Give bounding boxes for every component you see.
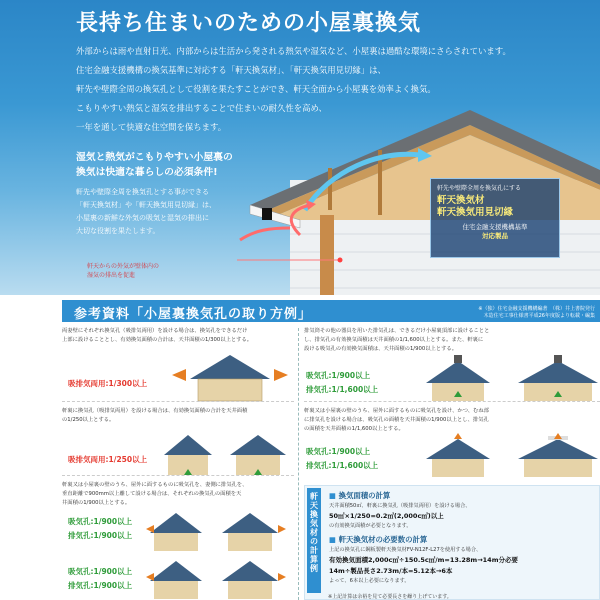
ratio-group	[68, 515, 132, 543]
hero-section	[0, 0, 600, 295]
ridge-vent-diagrams	[422, 433, 598, 481]
calc-heading-count: ■ 軒天換気材の必要数の計算	[329, 535, 428, 544]
example-ridge-exhaust	[304, 407, 600, 470]
example-description: 軒裏に換気孔（吸排気両用）を設ける場合は、有効換気面積の合計を天井面積 の1/250以上とする。	[62, 408, 248, 423]
ratio-label: 吸排気両用:1/300以上	[68, 379, 148, 388]
calculation-tag: 軒天換気材の計算例	[307, 488, 321, 593]
ratio-group	[306, 369, 378, 397]
example-description: 軒裏又は小屋裏の壁のうち、屋外に面するものに吸気孔を、妻側に排気孔を、 垂直距離で900mm以上離して設ける場合は、それぞれの換気孔の面積を天 井面積の1/900以上とする。	[62, 482, 248, 506]
ratio-group	[68, 565, 132, 593]
calculation-content: ■ 換気面積の計算 天井面積50㎡、軒裏に換気孔（吸排気両用）を設ける場合、 50㎡×1/250=0.2㎡(2,000c㎡)以上 の有効換気面積が必要となります。 ■ 軒天換気材の必要数の計算 上記の換気孔に鋼板製軒天換気材FV-N12F-L27を使用する場合、 有効換気面積2,000c㎡÷150.5c㎡/m=13.28m→14m分必要 14m÷製品長さ2.73m/本=5.12本→6本 よって、6本以上必要になります。	[329, 490, 595, 586]
examples-left-column	[62, 325, 294, 600]
exhaust-ratio: 排気孔:1/1,600以上	[306, 385, 379, 394]
bullet-icon: ■	[329, 535, 339, 544]
hero-line: 住宅金融支援機構の換気基準に対応する「軒天換気材」、「軒天換気用見切縁」は、	[76, 65, 386, 75]
separator	[304, 401, 600, 402]
calc-heading-area: ■ 換気面積の計算	[329, 491, 391, 500]
hero-callout	[76, 150, 266, 238]
product-names: 軒天換気材 軒天換気用見切縁	[437, 195, 514, 218]
area-formula: 50㎡×1/250=0.2㎡(2,000c㎡)以上	[329, 512, 444, 520]
bullet-icon: ■	[329, 491, 339, 500]
column-divider	[298, 328, 299, 600]
intake-ratio: 吸気孔:1/900以上	[306, 447, 371, 456]
hero-title: 長持ち住まいのための小屋裏換気	[76, 11, 422, 36]
example-soffit-vents	[62, 407, 294, 464]
hero-line: 軒先や壁際全周の換気孔として役割を果たすことができ、軒天全面から小屋裏を効率よく換気。	[76, 84, 436, 94]
callout-headline: 湿気と熱気がこもりやすい小屋裏の 換気は快適な暮らしの必須条件!	[76, 152, 233, 178]
examples-right-column	[304, 325, 600, 600]
ratio-group	[306, 445, 378, 473]
source-citation: ※（独）住宅金融支援機構編著 （株）井上書院発行 木造住宅工事仕様書平成26年度版より転載・編集	[478, 306, 595, 319]
example-description: 軒裏又は小屋裏の壁のうち、屋外に面するものに吸気孔を設け、かつ、むね部 に排気孔を設ける場合は、吸気孔の面積を天井面積の1/900以上とし、排気孔 の面積を天井面積の1/1,600以上とする。	[304, 408, 489, 432]
hip-house-diagrams	[158, 429, 294, 481]
hero-line: 外部からは雨や直射日光、内部からは生活から発される熱気や湿気など、小屋裏は過酷な環境にさらされています。	[76, 46, 511, 56]
gable-house-diagram	[170, 351, 290, 403]
eave-airflow-note: 軒天からの外気が壁体内の 湿気の排出を促進	[87, 263, 160, 279]
example-exhaust-stack	[304, 327, 600, 394]
example-soffit-and-gable	[62, 481, 294, 590]
intake-ratio: 吸気孔:1/900以上	[68, 517, 133, 526]
ratio-label: 吸排気両用:1/250以上	[68, 455, 148, 464]
hero-line: こもりやすい熱気と湿気を排出することで住まいの耐久性を高め、	[76, 103, 327, 113]
length-formula: 有効換気面積2,000c㎡÷150.5c㎡/m=13.28m→14m分必要	[329, 556, 518, 564]
example-description: 排気筒その他の器具を用いた排気孔は、できるだけ小屋裏頂部に設けることと し、排気孔の有効換気面積は天井面積の1/1,600以上とする。また、軒裏に 設ける吸気孔の有効換気面積は、天井面積の1/900以上とする。	[304, 328, 490, 352]
product-label-note: 軒先や壁際全周を換気孔にする	[437, 185, 522, 192]
certification-note: 住宅金融支援機構基準 対応製品	[462, 223, 528, 240]
product-label-box	[430, 178, 560, 258]
exhaust-ratio: 排気孔:1/1,600以上	[306, 461, 379, 470]
ventilation-house-diagrams	[146, 509, 294, 600]
example-description: 両妻壁にそれぞれ換気孔（吸排気両用）を設ける場合は、換気孔をできるだけ 上部に設けることとし、有効換気面積の合計は、天井面積の1/300以上とする。	[62, 328, 253, 343]
exhaust-stack-diagrams	[422, 355, 598, 403]
exhaust-ratio: 排気孔:1/900以上	[68, 531, 133, 540]
exhaust-ratio: 排気孔:1/900以上	[68, 581, 133, 590]
calculation-example-box	[304, 485, 600, 600]
count-formula: 14m÷製品長さ2.73m/本=5.12本→6本	[329, 567, 453, 575]
calc-footnote: ※上記計算は余裕を見て必要長さを繰り上げています。	[328, 594, 452, 600]
callout-body: 軒先や壁際全周を換気孔とする事ができる 「軒天換気材」や「軒天換気用見切縁」は、 小屋裏の新鮮な外気の吸気と湿気の排出に 大切な役割を果たします。	[76, 188, 216, 235]
section-title: 参考資料「小屋裏換気孔の取り方例」	[74, 307, 313, 322]
separator	[62, 475, 294, 476]
example-gable-vents	[62, 327, 294, 388]
intake-ratio: 吸気孔:1/900以上	[306, 371, 371, 380]
intake-ratio: 吸気孔:1/900以上	[68, 567, 133, 576]
hero-line: 一年を通して快適な住空間を保ちます。	[76, 122, 227, 132]
separator	[62, 401, 294, 402]
